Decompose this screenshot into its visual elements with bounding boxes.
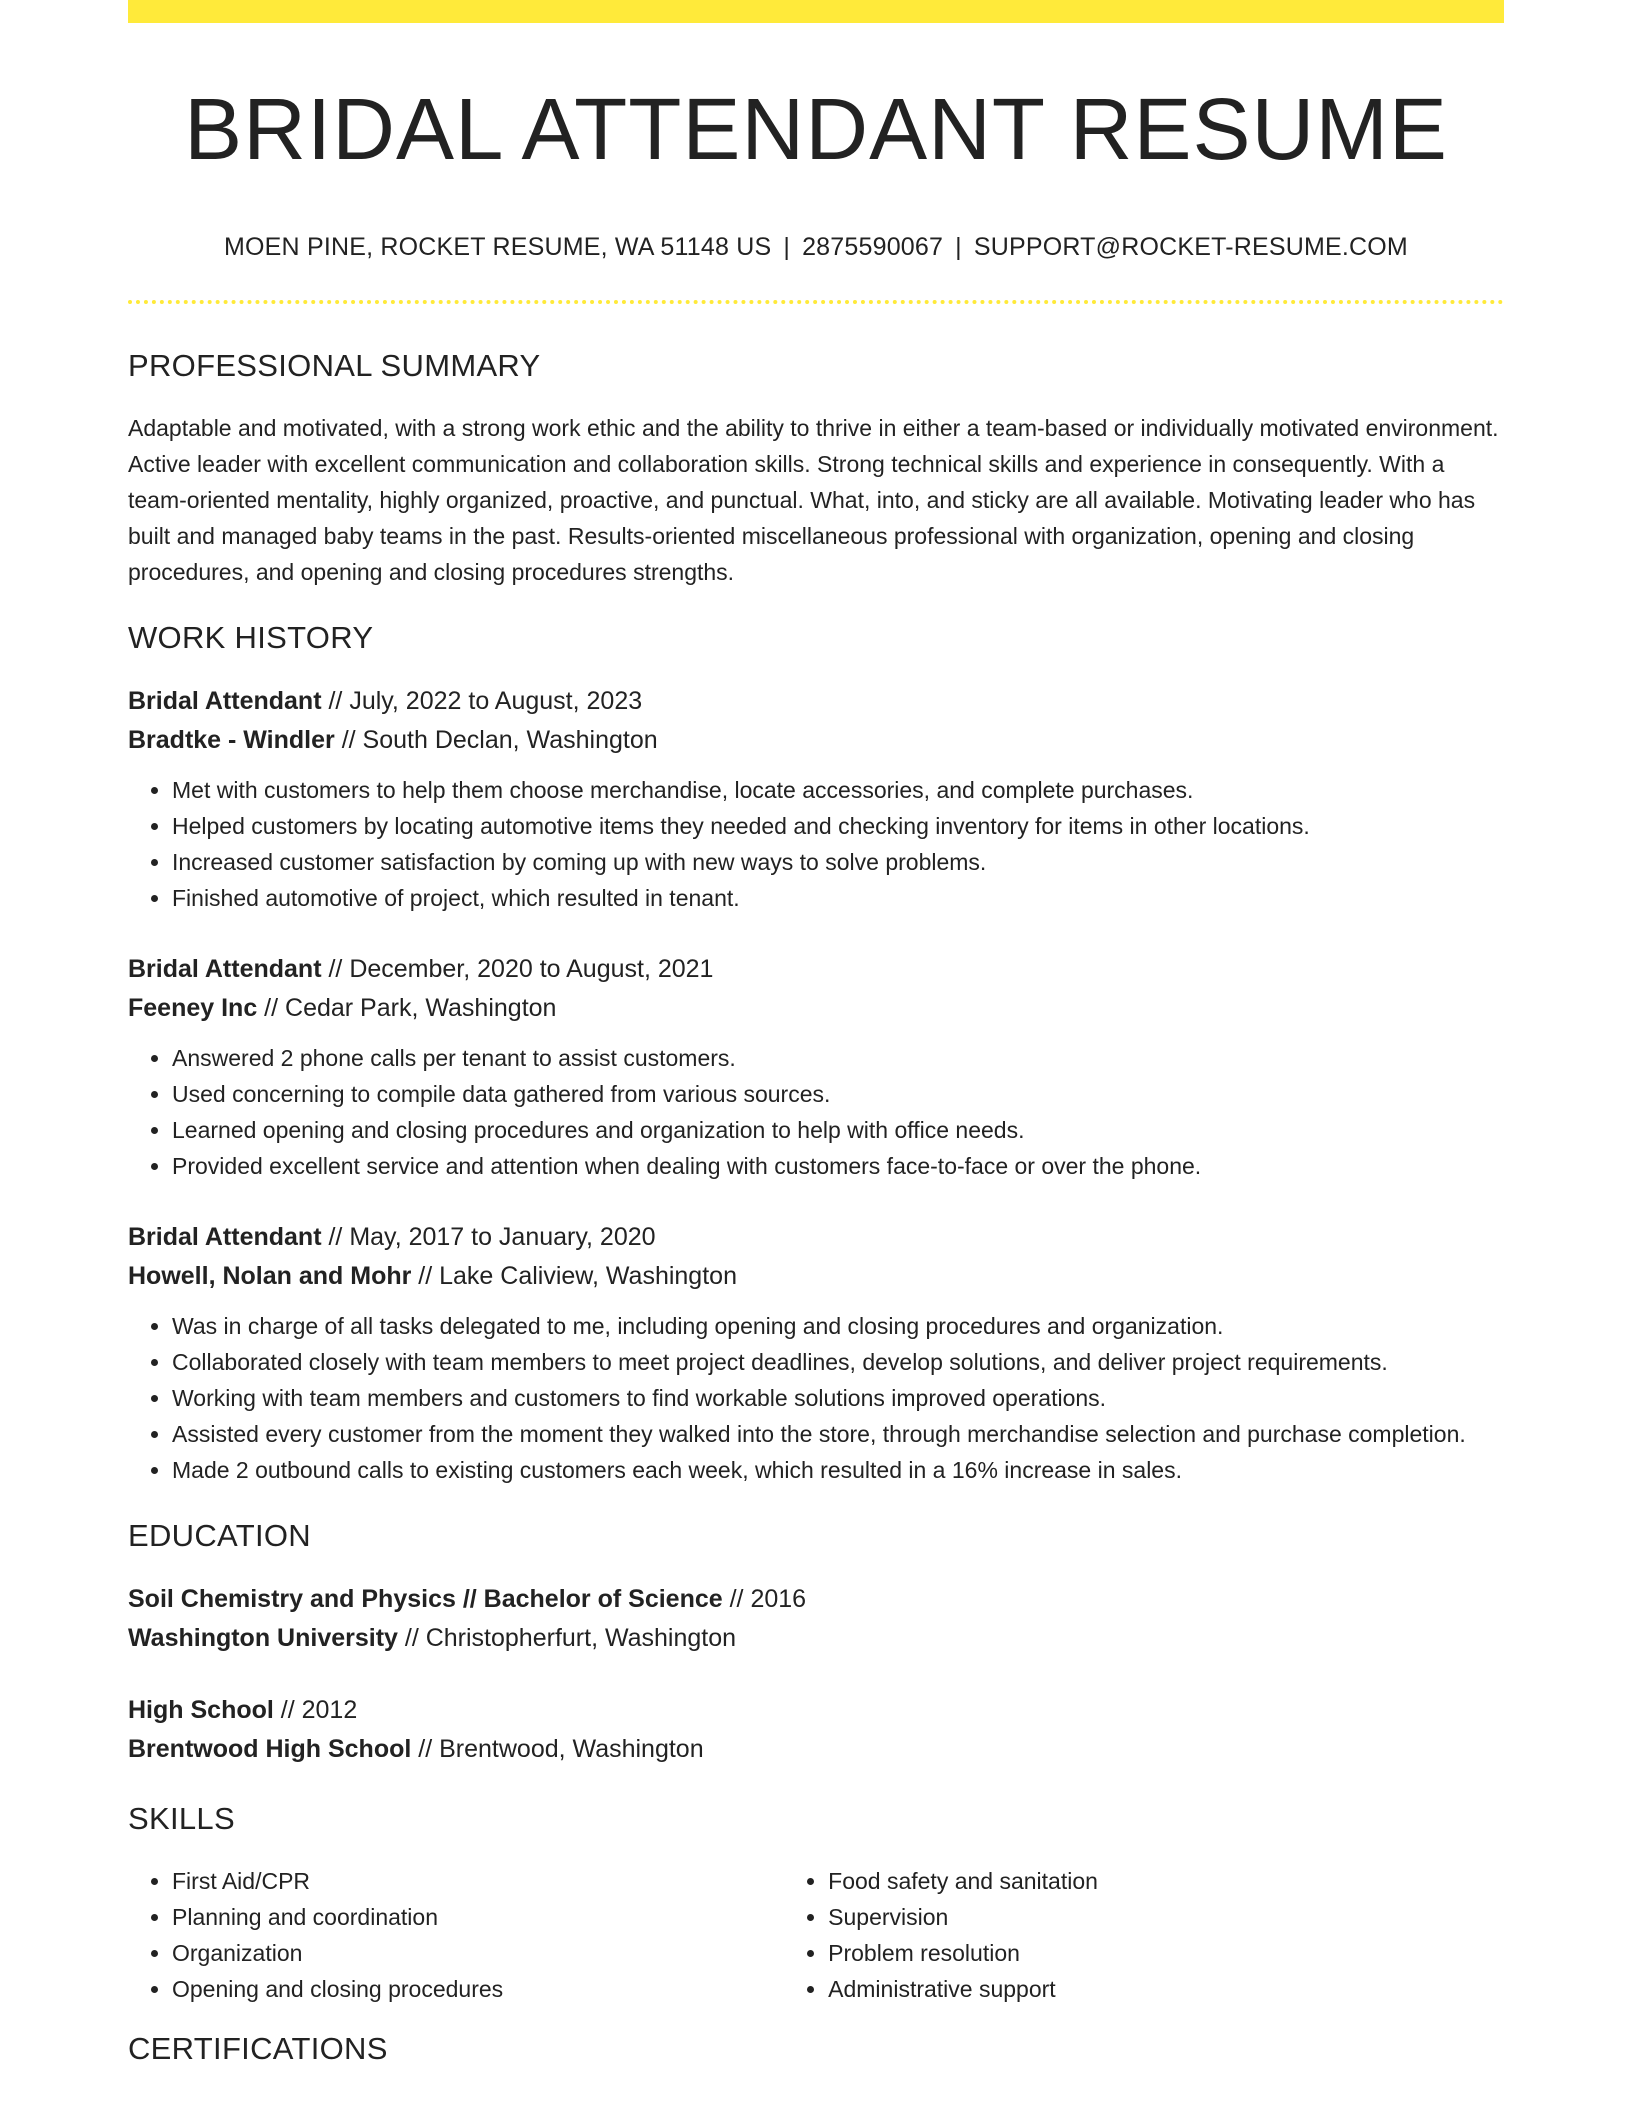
job-entry: [128, 682, 1504, 916]
list-item: • Met with customers to help them choose merchandise, locate accessories, and complete purchases.: [172, 772, 1504, 808]
job-title: Bridal Attendant: [128, 954, 322, 983]
skills-right-column: [784, 1863, 1504, 2007]
job-dates: // May, 2017 to January, 2020: [321, 1222, 656, 1251]
list-item: • Supervision: [828, 1899, 1504, 1935]
education-entry: [128, 1691, 1504, 1769]
list-item: • Assisted every customer from the moment they walked into the store, through merchandise selection and purchase completion.: [172, 1416, 1504, 1452]
job-dates: // July, 2022 to August, 2023: [321, 686, 643, 715]
education-heading: EDUCATION: [128, 1517, 311, 1553]
job-bullets: [128, 1040, 1504, 1184]
job-title-line: [128, 682, 1504, 721]
education-location: // Christopherfurt, Washington: [397, 1623, 737, 1652]
skills-heading: SKILLS: [128, 1800, 235, 1836]
list-item: • Finished automotive of project, which resulted in tenant.: [172, 880, 1504, 916]
job-dates: // December, 2020 to August, 2021: [321, 954, 714, 983]
education-school: Washington University: [128, 1623, 398, 1652]
job-location: // South Declan, Washington: [334, 725, 658, 754]
skills-left-column: [128, 1863, 784, 2007]
list-item: • Collaborated closely with team members to meet project deadlines, develop solutions, and deliver project requirements.: [172, 1344, 1504, 1380]
skills-columns: [128, 1863, 1504, 2007]
list-item: • Made 2 outbound calls to existing customers each week, which resulted in a 16% increase in sales.: [172, 1452, 1504, 1488]
contact-line: [128, 233, 1504, 262]
education-degree-line: [128, 1580, 1504, 1619]
list-item: • Used concerning to compile data gathered from various sources.: [172, 1076, 1504, 1112]
work-history-heading: WORK HISTORY: [128, 619, 374, 655]
job-company: Feeney Inc: [128, 993, 258, 1022]
list-item: • Learned opening and closing procedures and organization to help with office needs.: [172, 1112, 1504, 1148]
education-school-line: [128, 1730, 1504, 1769]
list-item: • Organization: [172, 1935, 784, 1971]
job-company-line: [128, 721, 1504, 760]
job-company: Howell, Nolan and Mohr: [128, 1261, 412, 1290]
job-entry: [128, 950, 1504, 1184]
list-item: • Increased customer satisfaction by coming up with new ways to solve problems.: [172, 844, 1504, 880]
list-item: • Food safety and sanitation: [828, 1863, 1504, 1899]
education-school: Brentwood High School: [128, 1734, 412, 1763]
job-title: Bridal Attendant: [128, 1222, 322, 1251]
list-item: • Planning and coordination: [172, 1899, 784, 1935]
education-degree: Soil Chemistry and Physics // Bachelor of Science: [128, 1584, 723, 1613]
job-entry: [128, 1218, 1504, 1488]
list-item: • Administrative support: [828, 1971, 1504, 2007]
list-item: • Helped customers by locating automotive items they needed and checking inventory for items in other locations.: [172, 808, 1504, 844]
list-item: • First Aid/CPR: [172, 1863, 784, 1899]
job-company: Bradtke - Windler: [128, 725, 335, 754]
job-location: // Cedar Park, Washington: [257, 993, 557, 1022]
job-title-line: [128, 1218, 1504, 1257]
list-item: • Provided excellent service and attention when dealing with customers face-to-face or over the phone.: [172, 1148, 1504, 1184]
contact-separator: |: [783, 232, 791, 261]
job-bullets: [128, 1308, 1504, 1488]
education-year: // 2016: [722, 1584, 807, 1613]
contact-address: MOEN PINE, ROCKET RESUME, WA 51148 US: [224, 232, 772, 261]
education-degree-line: [128, 1691, 1504, 1730]
certifications-heading: CERTIFICATIONS: [128, 2030, 388, 2066]
resume-title: BRIDAL ATTENDANT RESUME: [184, 81, 1448, 178]
job-bullets: [128, 772, 1504, 916]
job-title: Bridal Attendant: [128, 686, 322, 715]
summary-text: Adaptable and motivated, with a strong work ethic and the ability to thrive in either a team-based or individually motivated environment. Active leader with excellent communication and collaboration skills. Strong technical skills and experience in consequently. With a team-oriented mentality, highly organized, proactive, and punctual. What, into, and sticky are all available. Motivating leader who has built and managed baby teams in the past. Results-oriented miscellaneous professional with organization, opening and closing procedures, and opening and closing procedures strengths.: [128, 414, 1499, 585]
education-school-line: [128, 1619, 1504, 1658]
dotted-divider: [128, 300, 1504, 304]
education-year: // 2012: [273, 1695, 358, 1724]
job-location: // Lake Caliview, Washington: [411, 1261, 737, 1290]
top-accent-bar: [128, 0, 1504, 23]
list-item: • Answered 2 phone calls per tenant to assist customers.: [172, 1040, 1504, 1076]
job-company-line: [128, 989, 1504, 1028]
list-item: • Problem resolution: [828, 1935, 1504, 1971]
education-location: // Brentwood, Washington: [411, 1734, 704, 1763]
list-item: • Opening and closing procedures: [172, 1971, 784, 2007]
list-item: • Working with team members and customers to find workable solutions improved operations.: [172, 1380, 1504, 1416]
contact-email: SUPPORT@ROCKET-RESUME.COM: [973, 232, 1408, 261]
education-degree: High School: [128, 1695, 274, 1724]
summary-heading: PROFESSIONAL SUMMARY: [128, 347, 541, 383]
resume-page: [128, 0, 1504, 2067]
contact-separator: |: [955, 232, 962, 261]
education-entry: [128, 1580, 1504, 1658]
contact-phone: 2875590067: [802, 232, 944, 261]
list-item: • Was in charge of all tasks delegated to me, including opening and closing procedures and organization.: [172, 1308, 1504, 1344]
job-company-line: [128, 1257, 1504, 1296]
job-title-line: [128, 950, 1504, 989]
